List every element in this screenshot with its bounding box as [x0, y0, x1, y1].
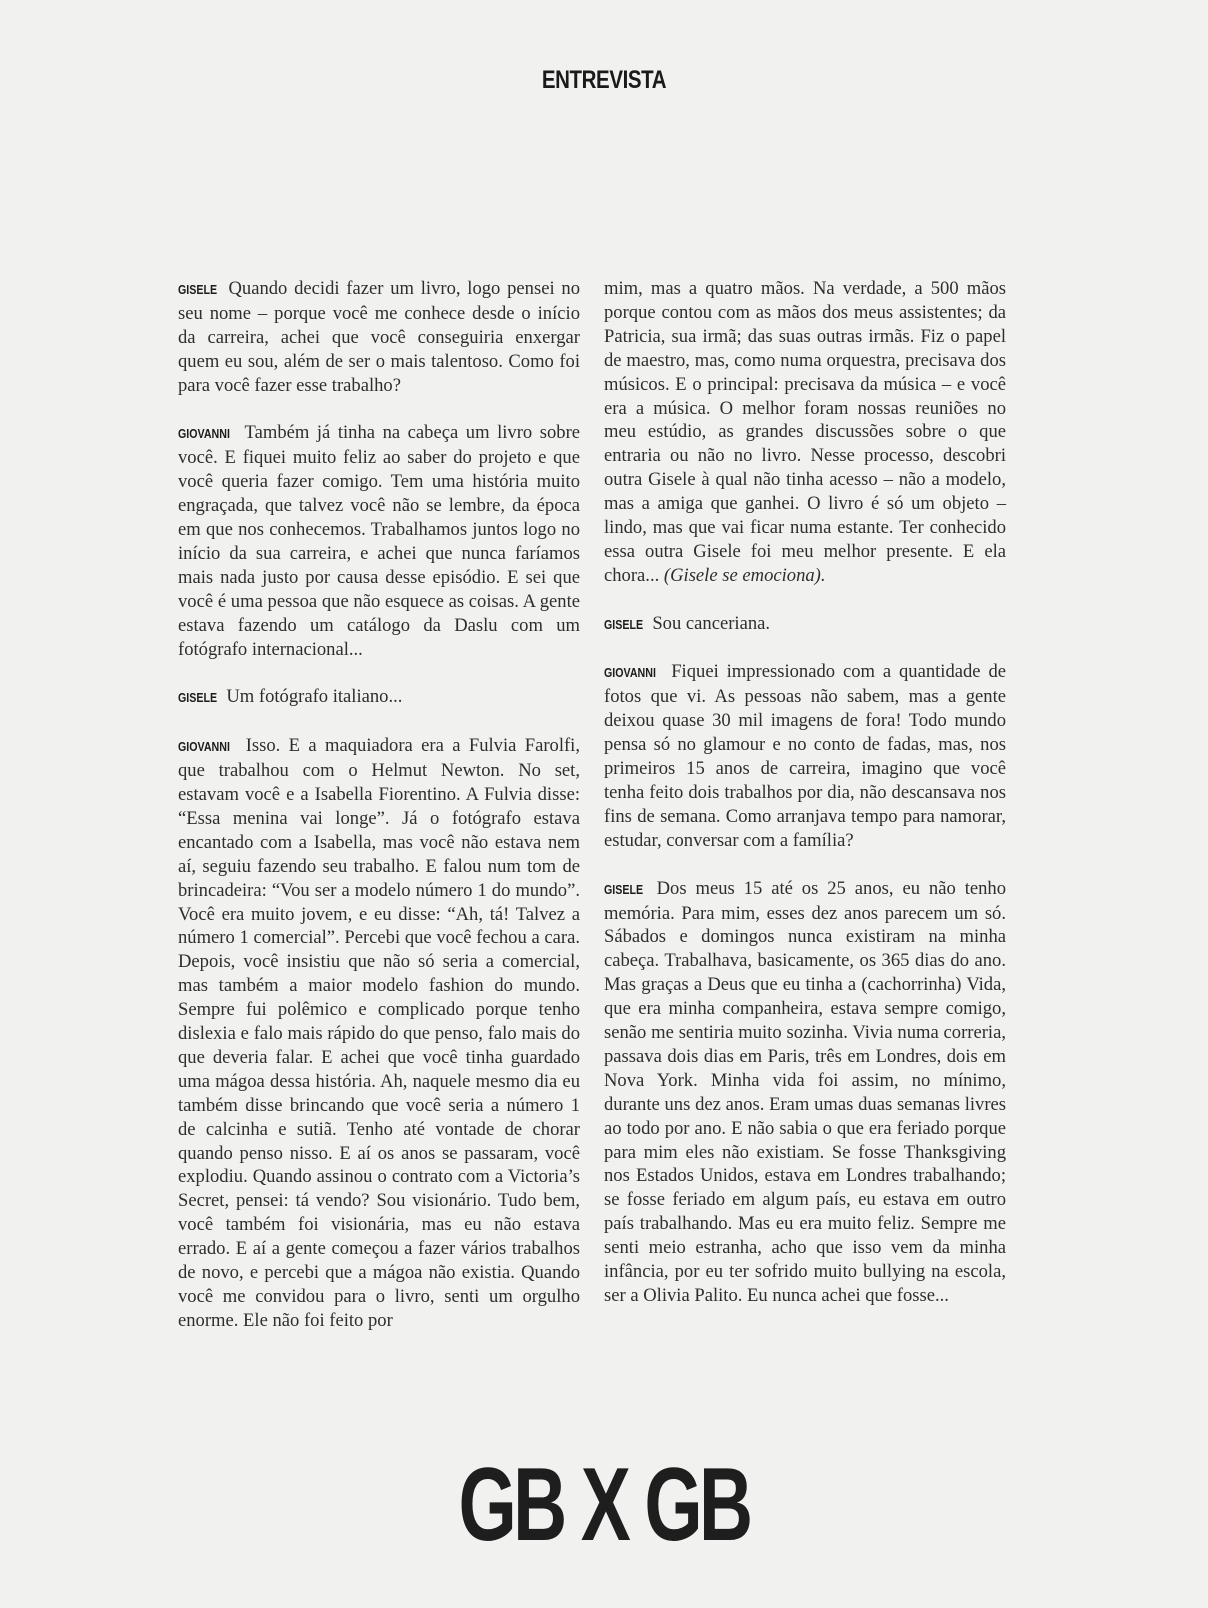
- footer-logo: GB X GB: [458, 1447, 750, 1563]
- paragraph-text: Um fotógrafo italiano...: [226, 686, 403, 708]
- paragraph: [178, 685, 580, 710]
- paragraph-text: Dos meus 15 até os 25 anos, eu não tenho memória. Para mim, esses dez anos parecem um só. Sábados e domingos nunca existiram na minha cabeça. Trabalhava, basicamente, os 365 dias do ano. Mas graças a Deus que eu tinha a (cachorrinha) Vida, que era minha companheira, estava sempre comigo, senão me sentiria muito sozinha. Vivia numa correria, passava dois dias em Paris, três em Londres, dois em Nova York. Minha vida foi assim, no mínimo, durante uns dez anos. Eram umas duas semanas livres ao todo por ano. E não sabia o que era feriado porque para mim eles não existiam. Se fosse Thanksgiving nos Estados Unidos, estava em Londres trabalhando; se fosse feriado em algum país, eu estava em outro país trabalhando. Mas eu era muito feliz. Sempre me senti meio estranha, acho que isso vem da minha infância, por eu ter sofrido muito bullying na escola, ser a Olivia Palito. Eu nunca achei que fosse...: [604, 877, 1007, 1307]
- column-right: [604, 277, 1006, 1367]
- stage-direction: (Gisele se emociona).: [663, 564, 826, 586]
- speaker-label: GISELE: [178, 282, 218, 297]
- paragraph: [178, 277, 580, 398]
- paragraph: [604, 612, 1006, 637]
- paragraph: [178, 734, 580, 1333]
- column-left: [178, 277, 580, 1367]
- paragraph: [604, 277, 1006, 588]
- speaker-label: GIOVANNI: [178, 426, 230, 442]
- speaker-label: GIOVANNI: [178, 739, 230, 755]
- paragraph: [604, 877, 1006, 1308]
- interview-body: [178, 277, 1006, 1367]
- paragraph-text: Também já tinha na cabeça um livro sobre você. E fiquei muito feliz ao saber do projeto e que você queria fazer comigo. Tem uma história muito engraçada, que talvez você não se lembre, da época em que nos conhecemos. Trabalhamos juntos logo no início da sua carreira, e achei que nunca faríamos mais nada justo por causa desse episódio. E sei que você é uma pessoa que não esquece as coisas. A gente estava fazendo um catálogo da Daslu com um fotógrafo internacional...: [178, 422, 581, 660]
- section-title: ENTREVISTA: [541, 66, 667, 94]
- speaker-label: GISELE: [604, 616, 644, 632]
- paragraph-text: mim, mas a quatro mãos. Na verdade, a 500 mãos porque contou com as mãos dos meus assistentes; da Patricia, sua irmã; das suas outras irmãs. Fiz o papel de maestro, mas, como numa orquestra, precisava dos músicos. E o principal: precisava da música – e você era a música. O melhor foram nossas reuniões no meu estúdio, as grandes discussões sobre o que entraria ou não no livro. Nesse processo, descobri outra Gisele à qual não tinha acesso – não a modelo, mas a amiga que ganhei. O livro é só um objeto – lindo, mas que vai ficar numa estante. Ter conhecido essa outra Gisele foi meu melhor presente. E ela chora...: [604, 278, 1006, 586]
- paragraph: [178, 421, 580, 661]
- paragraph: [604, 660, 1006, 852]
- speaker-label: GISELE: [604, 881, 644, 897]
- speaker-label: GIOVANNI: [604, 665, 656, 681]
- speaker-label: GISELE: [178, 690, 218, 706]
- paragraph-text: Sou canceriana.: [652, 612, 771, 634]
- paragraph-text: Isso. E a maquiadora era a Fulvia Farolfi, que trabalhou com o Helmut Newton. No set, estavam você e a Isabella Fiorentino. A Fulvia disse: “Essa menina vai longe”. Já o fotógrafo estava encantado com a Isabella, mas você não estava nem aí, seguiu fazendo seu trabalho. E falou num tom de brincadeira: “Vou ser a modelo número 1 do mundo”. Você era muito jovem, e eu disse: “Ah, tá! Talvez a número 1 comercial”. Percebi que você fechou a cara. Depois, você insistiu que não só seria a comercial, mas também a maior modelo fashion do mundo. Sempre fui polêmico e complicado porque tenho dislexia e falo mais rápido do que penso, falo mais do que deveria falar. E achei que você tinha guardado uma mágoa dessa história. Ah, naquele mesmo dia eu também disse brincando que você seria a número 1 de calcinha e sutiã. Tenho até vontade de chorar quando penso nisso. E aí os anos se passaram, você explodiu. Quando assinou o contrato com a Victoria’s Secret, pensei: tá vendo? Sou visionário. Tudo bem, você também foi visionária, mas eu não estava errado. E aí a gente começou a fazer vários trabalhos de novo, e percebi que a mágoa não existia. Quando você me convidou para o livro, senti um orgulho enorme. Ele não foi feito por: [178, 735, 580, 1331]
- paragraph-text: Quando decidi fazer um livro, logo pensei no seu nome – porque você me conhece desde o início da carreira, achei que você conseguiria enxergar quem eu sou, além de ser o mais talentoso. Como foi para você fazer esse trabalho?: [178, 278, 580, 396]
- paragraph-text: Fiquei impressionado com a quantidade de fotos que vi. As pessoas não sabem, mas a gente deixou quase 30 mil imagens de fora! Todo mundo pensa só no glamour e no conto de fadas, mas, nos primeiros 15 anos de carreira, imagino que você tenha feito dois trabalhos por dia, não descansava nos fins de semana. Como arranjava tempo para namorar, estudar, conversar com a família?: [604, 661, 1006, 851]
